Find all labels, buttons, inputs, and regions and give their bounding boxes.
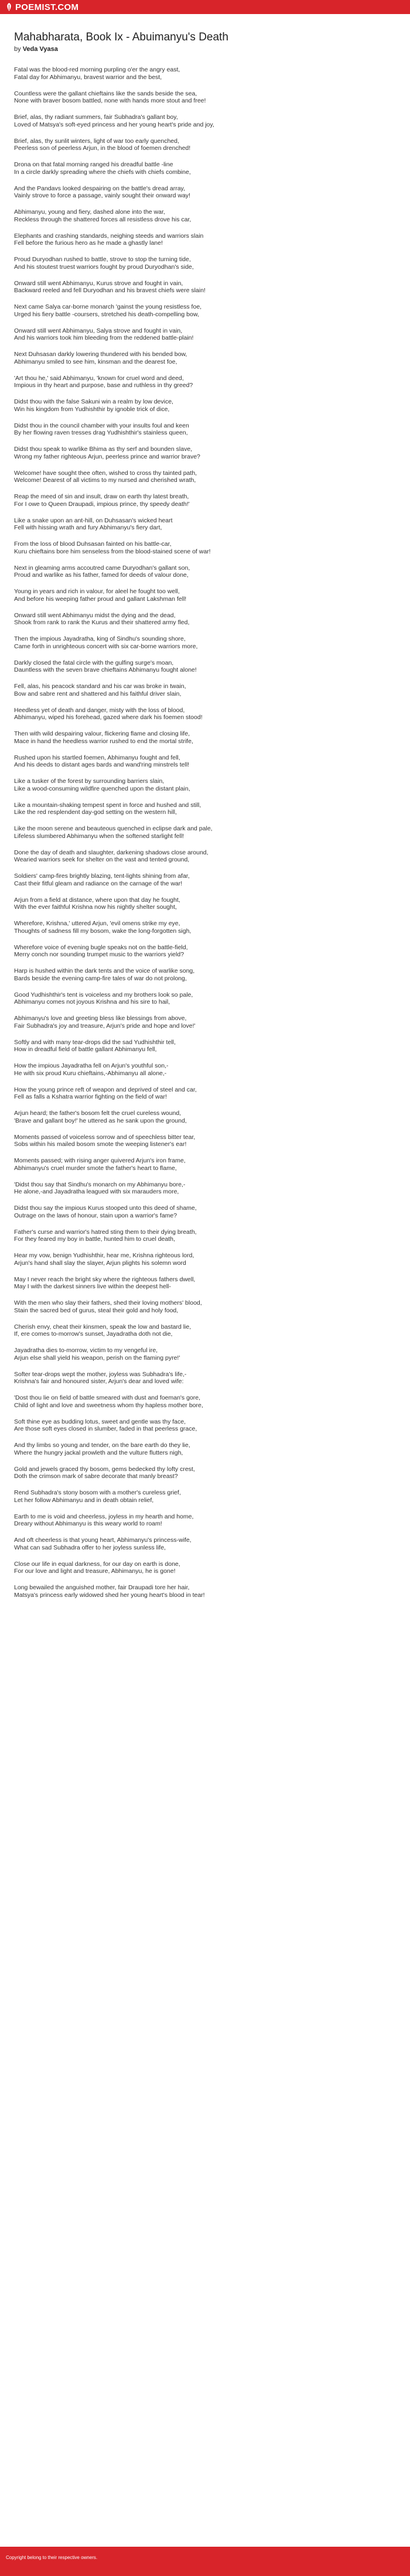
poem-line: And his stoutest truest warriors fought by proud Duryodhan's side, [14,263,194,271]
poem-line: And his warriors took him bleeding from the reddened battle-plain! [14,334,194,341]
poem-line: Countless were the gallant chieftains like the sands beside the sea, [14,90,197,97]
poem-line: Stain the sacred bed of gurus, steal their gold and holy food, [14,1306,179,1314]
poem-stanza [14,208,396,223]
poem-stanza [14,683,396,697]
poem-line: Krishna's fair and honoured sister, Arjun's dear and loved wife: [14,1378,184,1385]
poem-line: Lifeless slumbered Abhimanyu when the softened starlight fell! [14,832,184,840]
poem-stanza [14,1394,396,1409]
poem-stanza [14,659,396,674]
poem-stanza [14,1181,396,1196]
poem-line: Bards beside the evening camp-fire tales of war do not prolong, [14,974,187,982]
poem-line: Like the red resplendent day-god setting on the western hill, [14,809,177,816]
poem-line: Outrage on the laws of honour, stain upon a warrior's fame? [14,1212,177,1219]
poem-line: Didst thou in the council chamber with your insults foul and keen [14,422,189,429]
poem-line: Where the hungry jackal prowleth and the vulture flutters nigh, [14,1449,183,1456]
poem-line: 'Didst thou say that Sindhu's monarch on my Abhimanyu bore,- [14,1181,186,1188]
poem-line: From the loss of blood Duhsasan fainted on his battle-car, [14,540,172,548]
poem-line: Gold and jewels graced thy bosom, gems bedecked thy lofty crest, [14,1465,195,1473]
poem-stanza [14,1489,396,1504]
poem-stanza [14,493,396,508]
poem-line: Mace in hand the heedless warrior rushed to end the mortal strife, [14,737,193,745]
poem-line: Wherefore voice of evening bugle speaks not on the battle-field, [14,943,188,951]
poem-line: Like a mountain-shaking tempest spent in force and hushed and still, [14,801,201,809]
poem-stanza [14,1418,396,1433]
poem-line: And the Pandavs looked despairing on the battle's dread array, [14,184,185,192]
poem-line: Fair Subhadra's joy and treasure, Arjun's pride and hope and love!' [14,1022,196,1029]
poem-line: Didst thou say the impious Kurus stooped unto this deed of shame, [14,1205,197,1212]
poem-line: For they feared my boy in battle, hunted him to cruel death, [14,1236,175,1243]
poem-stanza [14,802,396,816]
poem-line: Young in years and rich in valour, for aleel he fought too well, [14,588,180,595]
poem-line: Reckless through the shattered forces all resistless drove his car, [14,215,192,223]
poem-line: He alone,-and Jayadratha leagued with six marauders more, [14,1188,179,1195]
poem-content [0,14,410,2547]
poem-line: How the impious Jayadratha fell on Arjun's youthful son,- [14,1062,169,1069]
poem-line: Cast their fitful gleam and radiance on the carnage of the war! [14,880,183,887]
poem-line: Thoughts of sadness fill my bosom, wake the long-forgotten sigh, [14,927,192,935]
poem-line: He with six proud Kuru chieftains,-Abhimanyu all alone,- [14,1069,167,1077]
poem-line: Brief, alas, thy radiant summers, fair Subhadra's gallant boy, [14,114,178,121]
poem-line: Then the impious Jayadratha, king of Sindhu's sounding shore, [14,635,186,642]
poem-stanza [14,540,396,555]
poem-stanza [14,470,396,484]
poem-line: Rushed upon his startled foemen, Abhimanyu fought and fell, [14,754,180,761]
poem-stanza [14,967,396,982]
byline-prefix: by [14,46,21,53]
poem-stanza [14,897,396,911]
poem-line: Shook from rank to rank the Kurus and their shattered army fled, [14,619,190,626]
poem-line: May I with the darkest sinners live within the deepest hell- [14,1283,171,1290]
poem-line: Softer tear-drops wept the mother, joyless was Subhadra's life,- [14,1370,187,1378]
poem-line: With the ever faithful Krishna now his nightly shelter sought, [14,904,177,911]
poem-line: Moments passed; with rising anger quivered Arjun's iron frame, [14,1157,186,1164]
poem-stanza [14,1086,396,1101]
poem-line: For our love and light and treasure, Abhimanyu, he is gone! [14,1568,176,1575]
poem-line: And before his weeping father proud and gallant Lakshman fell! [14,595,187,603]
poem-line: May I never reach the bright sky where the righteous fathers dwell, [14,1275,196,1283]
poem-line: Wearied warriors seek for shelter on the vast and tented ground, [14,856,190,863]
poem-stanza [14,1347,396,1361]
poem-line: Sobs within his mailed bosom smote the weeping listener's ear! [14,1141,187,1148]
poem-line: Backward reeled and fell Duryodhan and his bravest chiefs were slain! [14,287,206,294]
poem-stanza [14,825,396,840]
poem-line: Next in gleaming arms accoutred came Duryodhan's gallant son, [14,564,190,572]
poem-stanza [14,1371,396,1386]
poem-stanza [14,1299,396,1314]
poem-line: Wrong my father righteous Arjun, peerless prince and warrior brave? [14,453,200,460]
poem-stanza [14,351,396,365]
poem-stanza [14,1537,396,1551]
poem-line: Drona on that fatal morning ranged his dreadful battle -line [14,161,173,168]
poem-line: Soldiers' camp-fires brightly blazing, tent-lights shining from afar, [14,873,190,880]
poem-line: Arjun heard; the father's bosom felt the cruel cureless wound, [14,1110,182,1117]
poem-line: Long bewailed the anguished mother, fair Draupadi tore her hair, [14,1584,190,1591]
poem-line: Onward still went Abhimanyu, Salya strove and fought in vain, [14,327,183,334]
poem-stanza [14,327,396,342]
site-brand: POEMIST.COM [15,2,79,12]
poem-stanza [14,1584,396,1599]
poem-stanza [14,1276,396,1291]
poem-line: Abhimanyu, young and fiery, dashed alone into the war, [14,208,165,215]
site-header [0,0,410,14]
poem-line: Harp is hushed within the dark tents and the voice of warlike song, [14,967,195,974]
poem-author[interactable]: Veda Vyasa [22,46,58,53]
poem-line: Softly and with many tear-drops did the sad Yudhishthir tell, [14,1038,176,1046]
poem-line: Earth to me is void and cheerless, joyless in my hearth and home, [14,1513,194,1520]
poem-stanza [14,1323,396,1338]
poem-line: Peerless son of peerless Arjun, in the blood of foemen drenched! [14,145,191,152]
poem-line: Impious in thy heart and purpose, base and ruthless in thy greed? [14,382,193,389]
poem-line: Fell, alas, his peacock standard and his car was broke in twain, [14,683,186,690]
poem-line: Onward still went Abhimanyu, Kurus strove and fought in vain, [14,279,183,287]
poem-line: Fatal day for Abhimanyu, bravest warrior and the best, [14,73,162,81]
poem-stanza [14,90,396,105]
poem-stanza [14,1205,396,1219]
poem-stanza [14,1513,396,1528]
poem-line: Wherefore, Krishna,' uttered Arjun, 'evil omens strike my eye, [14,920,180,927]
poem-line: Soft thine eye as budding lotus, sweet and gentle was thy face, [14,1418,186,1425]
poem-line: Let her follow Abhimanyu and in death obtain relief, [14,1496,154,1504]
poem-stanza [14,1110,396,1124]
quill-logo-icon [6,3,12,11]
poem-line: Jayadratha dies to-morrow, victim to my vengeful ire, [14,1347,158,1354]
poem-stanza [14,114,396,128]
poem-line: Rend Subhadra's stony bosom with a mother's cureless grief, [14,1489,181,1496]
poem-stanza [14,517,396,532]
poem-line: Welcome! Dearest of all victims to my nursed and cherished wrath, [14,477,196,484]
poem-stanza [14,161,396,176]
poem-line: Proud Duryodhan rushed to battle, strove to stop the turning tide, [14,256,191,263]
poem-line: Win his kingdom from Yudhishthir by ignoble trick of dice, [14,405,170,413]
poem-line: Done the day of death and slaughter, darkening shadows close around, [14,849,209,856]
poem-stanza [14,66,396,81]
poem-line: Proud and warlike as his father, famed for deeds of valour done, [14,572,189,579]
poem-stanza [14,232,396,247]
poem-line: Dauntless with the seven brave chieftains Abhimanyu fought alone! [14,666,197,673]
poem-line: Dreary without Abhimanyu is this weary world to roam! [14,1520,162,1527]
poem-byline [14,45,396,53]
poem-line: Next Duhsasan darkly lowering thundered with his bended bow, [14,351,187,358]
poem-stanza [14,1134,396,1148]
poem-line: Arjun from a field at distance, where upon that day he fought, [14,896,180,904]
poem-stanza [14,422,396,437]
poem-stanza [14,991,396,1006]
poem-stanza [14,1442,396,1456]
poem-line: Like a wood-consuming wildfire quenched upon the distant plain, [14,785,190,792]
poem-line: By her flowing raven tresses drag Yudhishthir's stainless queen, [14,429,188,436]
poem-stanza [14,849,396,864]
poem-line: What can sad Subhadra offer to her joyless sunless life, [14,1544,166,1551]
poem-stanza [14,303,396,318]
poem-line: With the men who slay their fathers, shed their loving mothers' blood, [14,1299,202,1306]
poem-line: Like the moon serene and beauteous quenched in eclipse dark and pale, [14,825,213,832]
poem-stanza [14,920,396,935]
poem-line: Reap the meed of sin and insult, draw on earth thy latest breath, [14,493,189,500]
poem-line: Vainly strove to force a passage, vainly sought their onward way! [14,192,190,199]
poem-line: Father's curse and warrior's hatred sting them to their dying breath, [14,1228,197,1236]
poem-line: Abhimanyu smiled to see him, kinsman and the dearest foe, [14,358,177,365]
poem-stanza [14,256,396,271]
poem-line: Close our life in equal darkness, for our day on earth is done, [14,1560,180,1568]
poem-stanza [14,1229,396,1243]
poem-line: In a circle darkly spreading where the chiefs with chiefs combine, [14,168,191,176]
poem-stanza [14,778,396,792]
poem-stanza [14,1039,396,1053]
poem-line: Merry conch nor sounding trumpet music to the warriors yield? [14,951,184,958]
poem-stanza [14,612,396,627]
poem-line: And his deeds to distant ages bards and wand'ring minstrels tell! [14,761,190,768]
poem-stanza [14,1561,396,1575]
poem-line: And thy limbs so young and tender, on the bare earth do they lie, [14,1442,190,1449]
poem-line: Hear my vow, benign Yudhishthir, hear me, Krishna righteous lord, [14,1252,194,1259]
poem-stanza [14,588,396,603]
poem-stanza [14,873,396,887]
poem-line: Didst thou with the false Sakuni win a realm by low device, [14,398,173,405]
poem-line: Fell before the furious hero as he made a ghastly lane! [14,240,163,247]
poem-line: Then with wild despairing valour, flickering flame and closing life, [14,730,190,737]
poem-line: How the young prince reft of weapon and deprived of steel and car, [14,1086,197,1093]
poem-line: Darkly closed the fatal circle with the gulfing surge's moan, [14,659,174,666]
poem-stanza [14,754,396,769]
poem-line: Abhimanyu's love and greeting bless like blessings from above, [14,1015,187,1022]
poem-line: Next came Salya car-borne monarch 'gainst the young resistless foe, [14,303,202,310]
poem-line: For I owe to Queen Draupadi, impious prince, thy speedy death!' [14,500,190,508]
site-footer [0,2547,410,2576]
poem-line: Onward still went Abhimanyu midst the dying and the dead, [14,611,176,619]
poem-line: Welcome! have sought thee often, wished to cross thy tainted path, [14,469,197,477]
poem-line: And oft cheerless is that young heart, Abhimanyu's princess-wife, [14,1537,192,1544]
poem-line: Abhimanyu's cruel murder smote the father's heart to flame, [14,1164,177,1172]
poem-line: If, ere comes to-morrow's sunset, Jayadratha doth not die, [14,1330,173,1337]
poem-stanza [14,730,396,745]
poem-title: Mahabharata, Book Ix - Abuimanyu's Death [14,31,228,43]
poem-stanza [14,1015,396,1029]
poem-line: Fatal was the blood-red morning purpling o'er the angry east, [14,66,180,73]
poem-line: Came forth in unrighteous concert with six car-borne warriors more, [14,642,198,650]
poem-line: Child of light and love and sweetness whom thy hapless mother bore, [14,1401,203,1409]
poem-line: Are those soft eyes closed in slumber, faded in that peerless grace, [14,1425,197,1432]
poem-stanza [14,1062,396,1077]
poem-line: Kuru chieftains bore him senseless from the blood-stained scene of war! [14,548,211,555]
poem-stanza [14,1252,396,1267]
poem-line: Abhimanyu, wiped his forehead, gazed where dark his foemen stood! [14,714,203,721]
poem-line: Didst thou speak to warlike Bhima as thy serf and bounden slave, [14,446,193,453]
poem-line: Like a tusker of the forest by surrounding barriers slain, [14,778,165,785]
poem-line: Like a snake upon an ant-hill, on Duhsasan's wicked heart [14,516,173,524]
poem-line: Cherish envy, cheat their kinsmen, speak the low and bastard lie, [14,1323,192,1330]
poem-line: Heedless yet of death and danger, misty with the loss of blood, [14,706,185,714]
poem-stanza [14,635,396,650]
poem-stanza [14,707,396,721]
poem-line: Matsya's princess early widowed shed her young heart's blood in tear! [14,1591,205,1599]
poem-stanza [14,398,396,413]
site-logo[interactable] [6,2,78,12]
poem-stanza [14,565,396,579]
poem-stanza [14,1466,396,1480]
poem-line: Bow and sabre rent and shattered and his faithful driver slain, [14,690,182,697]
copyright-notice: Copyright belong to their respective owners. [6,2555,98,2560]
poem-line: 'Dost thou lie on field of battle smeared with dust and foeman's gore, [14,1394,201,1401]
poem-stanza [14,446,396,460]
poem-line: Brief, alas, thy sunlit winters, light of war too early quenched, [14,137,179,145]
poem-line: Arjun's hand shall slay the slayer, Arjun plights his solemn word [14,1259,186,1267]
poem-line: 'Art thou he,' said Abhimanyu, 'known for cruel word and deed, [14,374,184,382]
poem-stanza [14,375,396,389]
poem-line: Arjun else shall yield his weapon, perish on the flaming pyre!' [14,1354,180,1361]
poem-stanza [14,944,396,959]
poem-line: Abhimanyu comes not joyous Krishna and his sire to hail, [14,998,170,1005]
poem-line: Moments passed of voiceless sorrow and of speechless bitter tear, [14,1133,196,1141]
poem-line: Elephants and crashing standards, neighing steeds and warriors slain [14,232,204,240]
poem-stanza [14,1157,396,1172]
poem-line: Fell as falls a Kshatra warrior fighting on the field of war! [14,1093,167,1100]
poem-line: None with braver bosom battled, none with hands more stout and free! [14,97,206,104]
poem-stanza [14,185,396,200]
poem-body [14,66,396,1599]
poem-line: Good Yudhishthir's tent is voiceless and my brothers look so pale, [14,991,193,998]
poem-line: Urged his fiery battle -coursers, stretched his death-compelling bow, [14,310,199,318]
poem-line: Fell with hissing wrath and fury Abhimanyu's fiery dart, [14,524,162,531]
poem-line: 'Brave and gallant boy!' he uttered as he sank upon the ground, [14,1117,187,1124]
poem-stanza [14,280,396,295]
poem-line: Doth the crimson mark of sabre decorate that manly breast? [14,1473,178,1480]
poem-line: Loved of Matsya's soft-eyed princess and her young heart's pride and joy, [14,121,214,128]
poem-stanza [14,138,396,152]
poem-line: How in dreadful field of battle gallant Abhimanyu fell, [14,1046,157,1053]
